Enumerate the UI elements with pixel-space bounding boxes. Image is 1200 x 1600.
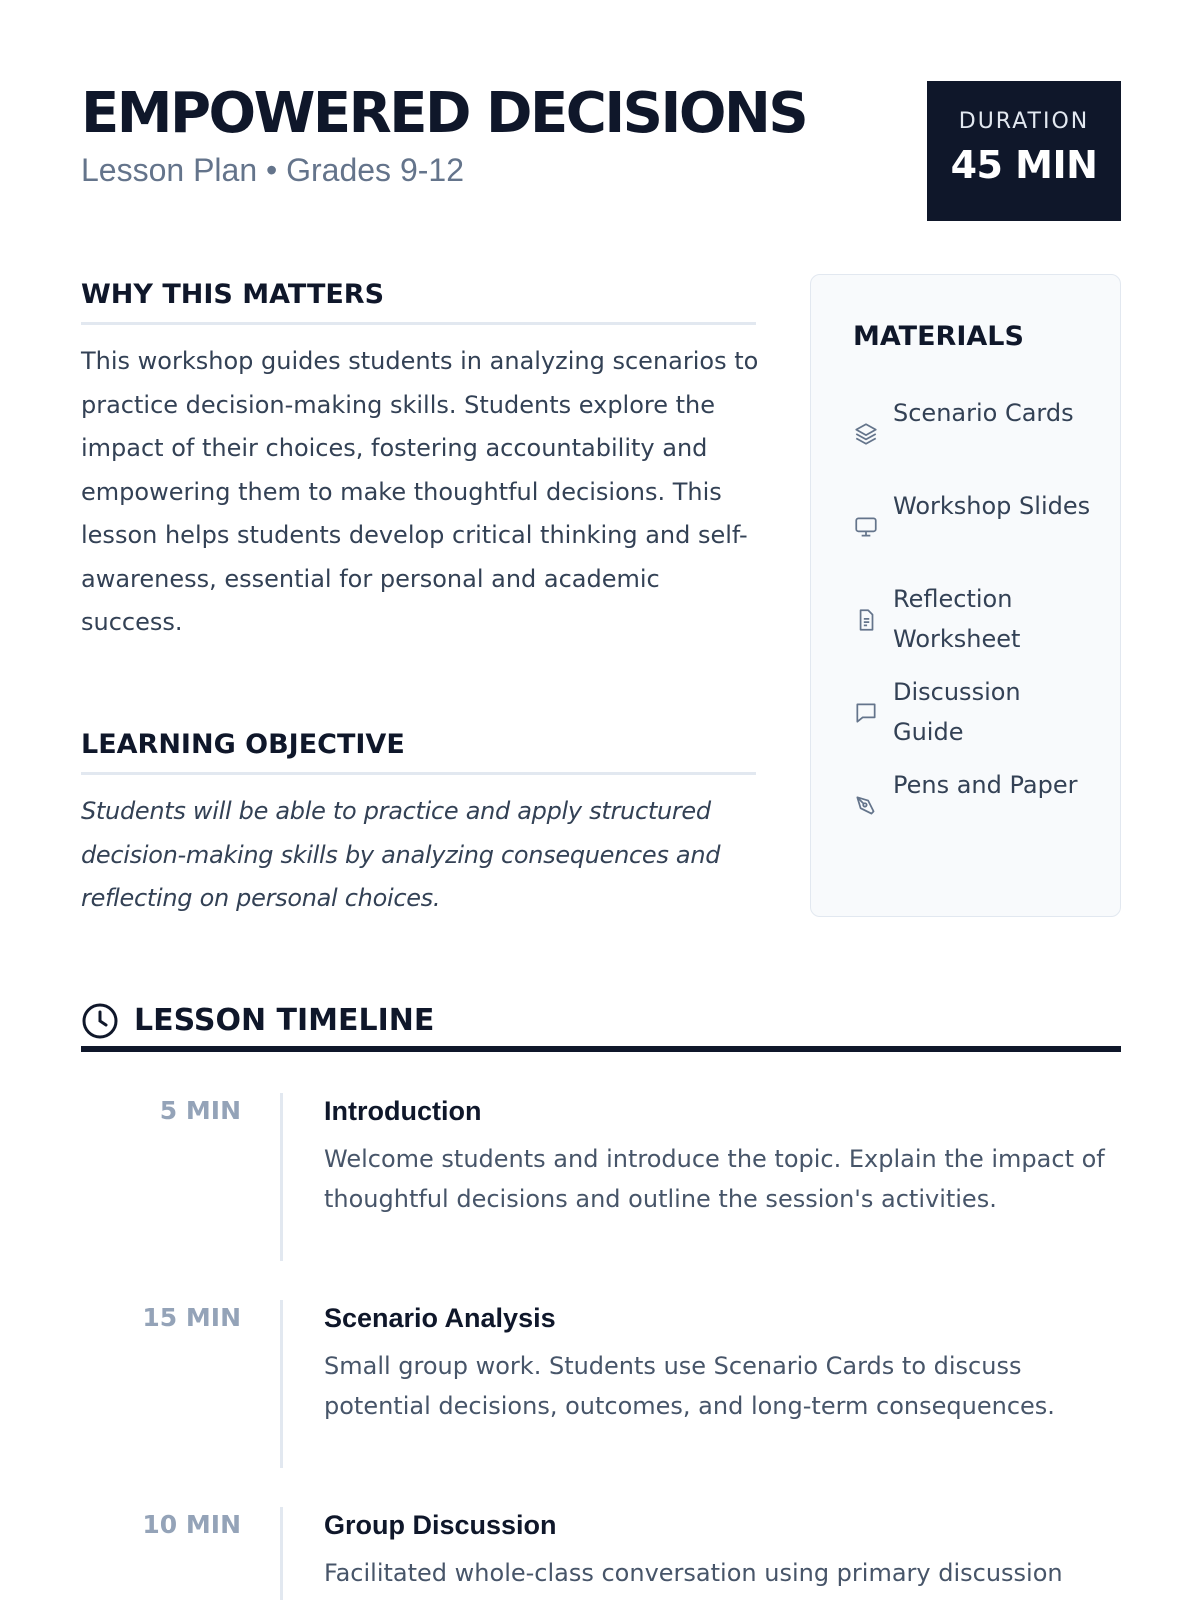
duration-value: 45 MIN [950,143,1098,187]
timeline-divider [280,1300,283,1468]
material-label: Reflection Worksheet [893,585,1021,653]
material-item [853,486,1103,570]
material-label: Scenario Cards [893,399,1074,427]
timeline-divider [280,1507,283,1600]
material-item [853,765,1103,849]
why-this-matters-heading: WHY THIS MATTERS [81,278,756,325]
learning-objective-text: Students will be able to practice and apply structured decision-making skills by analyzing consequences and reflecting on personal choices. [81,797,721,912]
materials-title: MATERIALS [853,321,1024,352]
page-subtitle: Lesson Plan • Grades 9-12 [81,152,464,188]
duration-badge [927,81,1121,221]
timeline-duration: 15 MIN [142,1303,241,1332]
monitor-icon [853,514,879,540]
timeline-step-description: Small group work. Students use Scenario Cards to discuss potential decisions, outcomes, and long-term consequences. [324,1352,1055,1420]
timeline-row [81,1507,1121,1600]
material-item [853,672,1103,756]
timeline-step-title: Introduction [324,1096,482,1126]
pen-icon [853,793,879,819]
material-label: Workshop Slides [893,492,1091,520]
materials-card [810,274,1121,917]
material-item [853,579,1103,663]
timeline-header [81,1002,1121,1052]
duration-label: DURATION [958,109,1090,134]
page-title: EMPOWERED DECISIONS [81,81,807,146]
timeline-row [81,1093,1121,1261]
timeline-step-description: Facilitated whole-class conversation using primary discussion [324,1559,1063,1587]
document-icon [853,607,879,633]
layers-icon [853,421,879,447]
material-label: Pens and Paper [893,771,1078,799]
learning-objective-heading: LEARNING OBJECTIVE [81,728,756,775]
timeline-title: LESSON TIMELINE [134,1003,435,1038]
material-label: Discussion Guide [893,678,1021,746]
why-this-matters-text: This workshop guides students in analyzing scenarios to practice decision-making skills. Students explore the impact of their choices, fostering accountability and empowering them to make thoughtful decisions. This lesson helps students develop critical thinking and self-awareness, essential for personal and academic success. [81,347,759,636]
timeline-divider [280,1093,283,1261]
material-item [853,393,1103,477]
timeline-step-title: Scenario Analysis [324,1303,556,1333]
timeline-duration: 10 MIN [142,1510,241,1539]
timeline-step-description: Welcome students and introduce the topic. Explain the impact of thoughtful decisions and outline the session's activities. [324,1145,1105,1213]
clock-icon [81,1002,119,1040]
timeline-step-title: Group Discussion [324,1510,557,1540]
timeline-row [81,1300,1121,1468]
timeline-duration: 5 MIN [159,1096,241,1125]
chat-icon [853,700,879,726]
